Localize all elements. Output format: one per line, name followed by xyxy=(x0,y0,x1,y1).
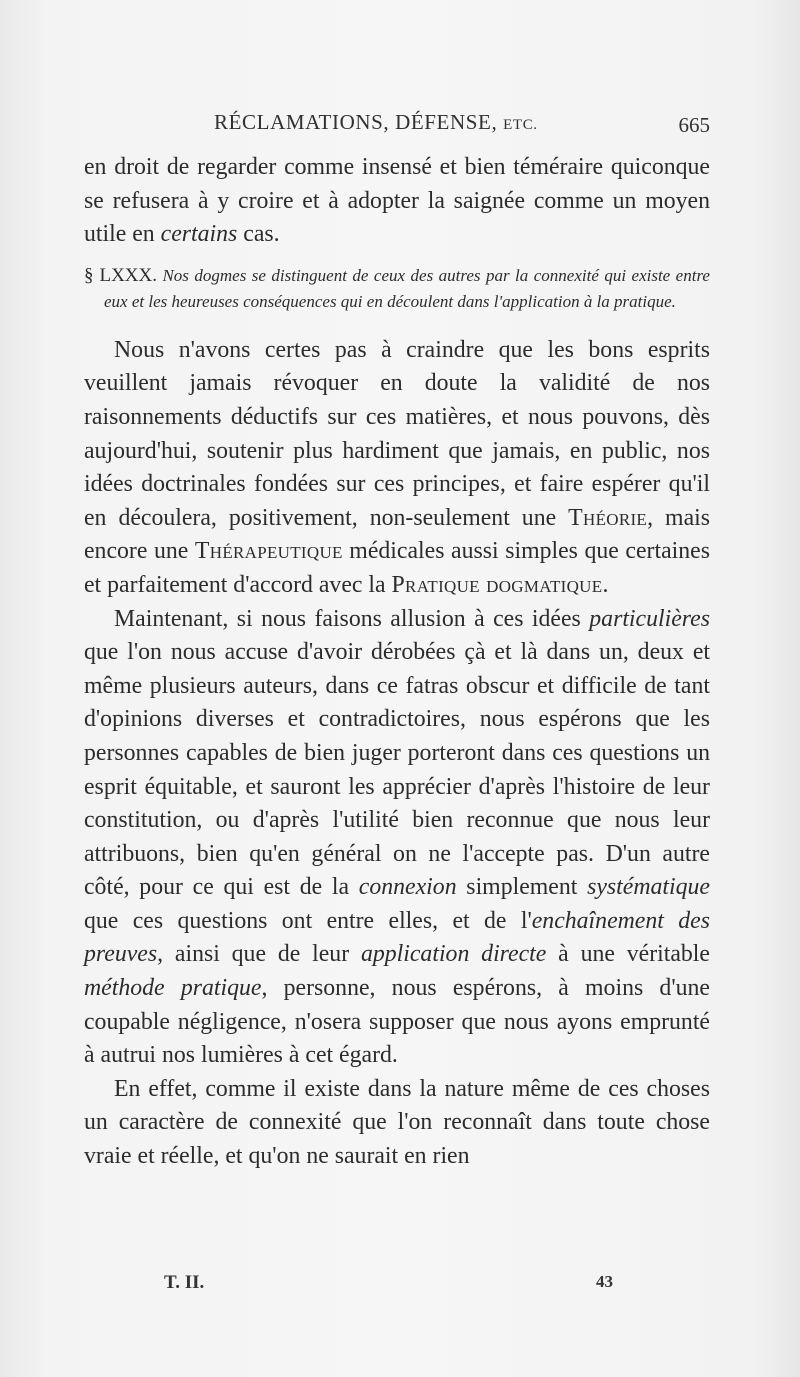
emphasis: application directe xyxy=(360,941,547,968)
small-caps-term: Thérapeutique xyxy=(194,538,343,565)
paragraph: En effet, comme il existe dans la nature même de ces choses un caractère de connexité que l'on reconnaît dans toute chose vraie et réelle, et qu'on ne saurait en rien xyxy=(84,1075,710,1170)
small-caps-term: Théorie xyxy=(568,504,648,531)
section-summary: Nos dogmes se distinguent de ceux des autres par la connexité qui existe entre eux et les heureuses conséquences qui en découlent dans l'application à la pratique. xyxy=(104,265,710,312)
volume-mark: T. II. xyxy=(164,1272,205,1293)
page-number: 665 xyxy=(678,113,710,137)
main-text xyxy=(84,151,710,1174)
running-head xyxy=(84,110,710,142)
signature-mark: 43 xyxy=(596,1272,613,1291)
paragraph: Nous n'avons certes pas à craindre que les bons esprits veuillent jamais révoquer en doute la validité de nos raisonnements déductifs sur ces matières, et nous pouvons, dès aujourd'hui, soutenir plus hardiment que jamais, en public, nos idées doctrinales fondées sur ces principes, et faire espérer qu'il en découlera, positivement, non-seulement une Théorie, mais encore une Thérapeutique médicales aussi simples que certaines et parfaitement d'accord avec la Pratique dogmatique. xyxy=(84,336,711,598)
emphasis: connexion xyxy=(358,874,457,901)
emphasis: systématique xyxy=(587,874,710,901)
section-heading xyxy=(84,263,710,316)
section-number: § LXXX. xyxy=(84,264,157,286)
running-title xyxy=(214,110,538,135)
small-caps-term: Pratique dogmatique xyxy=(391,571,603,598)
page-footer xyxy=(84,1272,710,1304)
running-title-text: RÉCLAMATIONS, DÉFENSE, xyxy=(214,110,498,134)
emphasis: enchaînement des preuves xyxy=(84,907,710,968)
paragraph: Maintenant, si nous faisons allusion à ces idées particulières que l'on nous accuse d'avoir dérobées çà et là dans un, deux et même plusieurs auteurs, dans ce fatras obscur et difficile de tant d'opinions diverses et contradictoires, nous espérons que les personnes capables de bien juger porteront dans ces questions un esprit équitable, et sauront les apprécier d'après l'histoire de leur constitution, ou d'après l'utilité bien reconnue que nous leur attribuons, bien qu'en général on ne l'accepte pas. D'un autre côté, pour ce qui est de la connexion simplement systématique que ces questions ont entre elles, et de l'enchaînement des preuves, ainsi que de leur application directe à une véritable méthode pratique, personne, nous espérons, à moins d'une coupable négligence, n'osera supposer que nous ayons emprunté à autrui nos lumières à cet égard. xyxy=(84,605,710,1069)
running-title-suffix: ETC. xyxy=(503,117,538,133)
emphasis: certains xyxy=(160,221,238,248)
emphasis: méthode pratique xyxy=(84,975,262,1002)
paragraph-continued: en droit de regarder comme insensé et bien téméraire quiconque se refusera à y croire et à adopter la saignée comme un moyen utile en certains cas. xyxy=(84,154,710,248)
emphasis: particulières xyxy=(589,605,710,632)
